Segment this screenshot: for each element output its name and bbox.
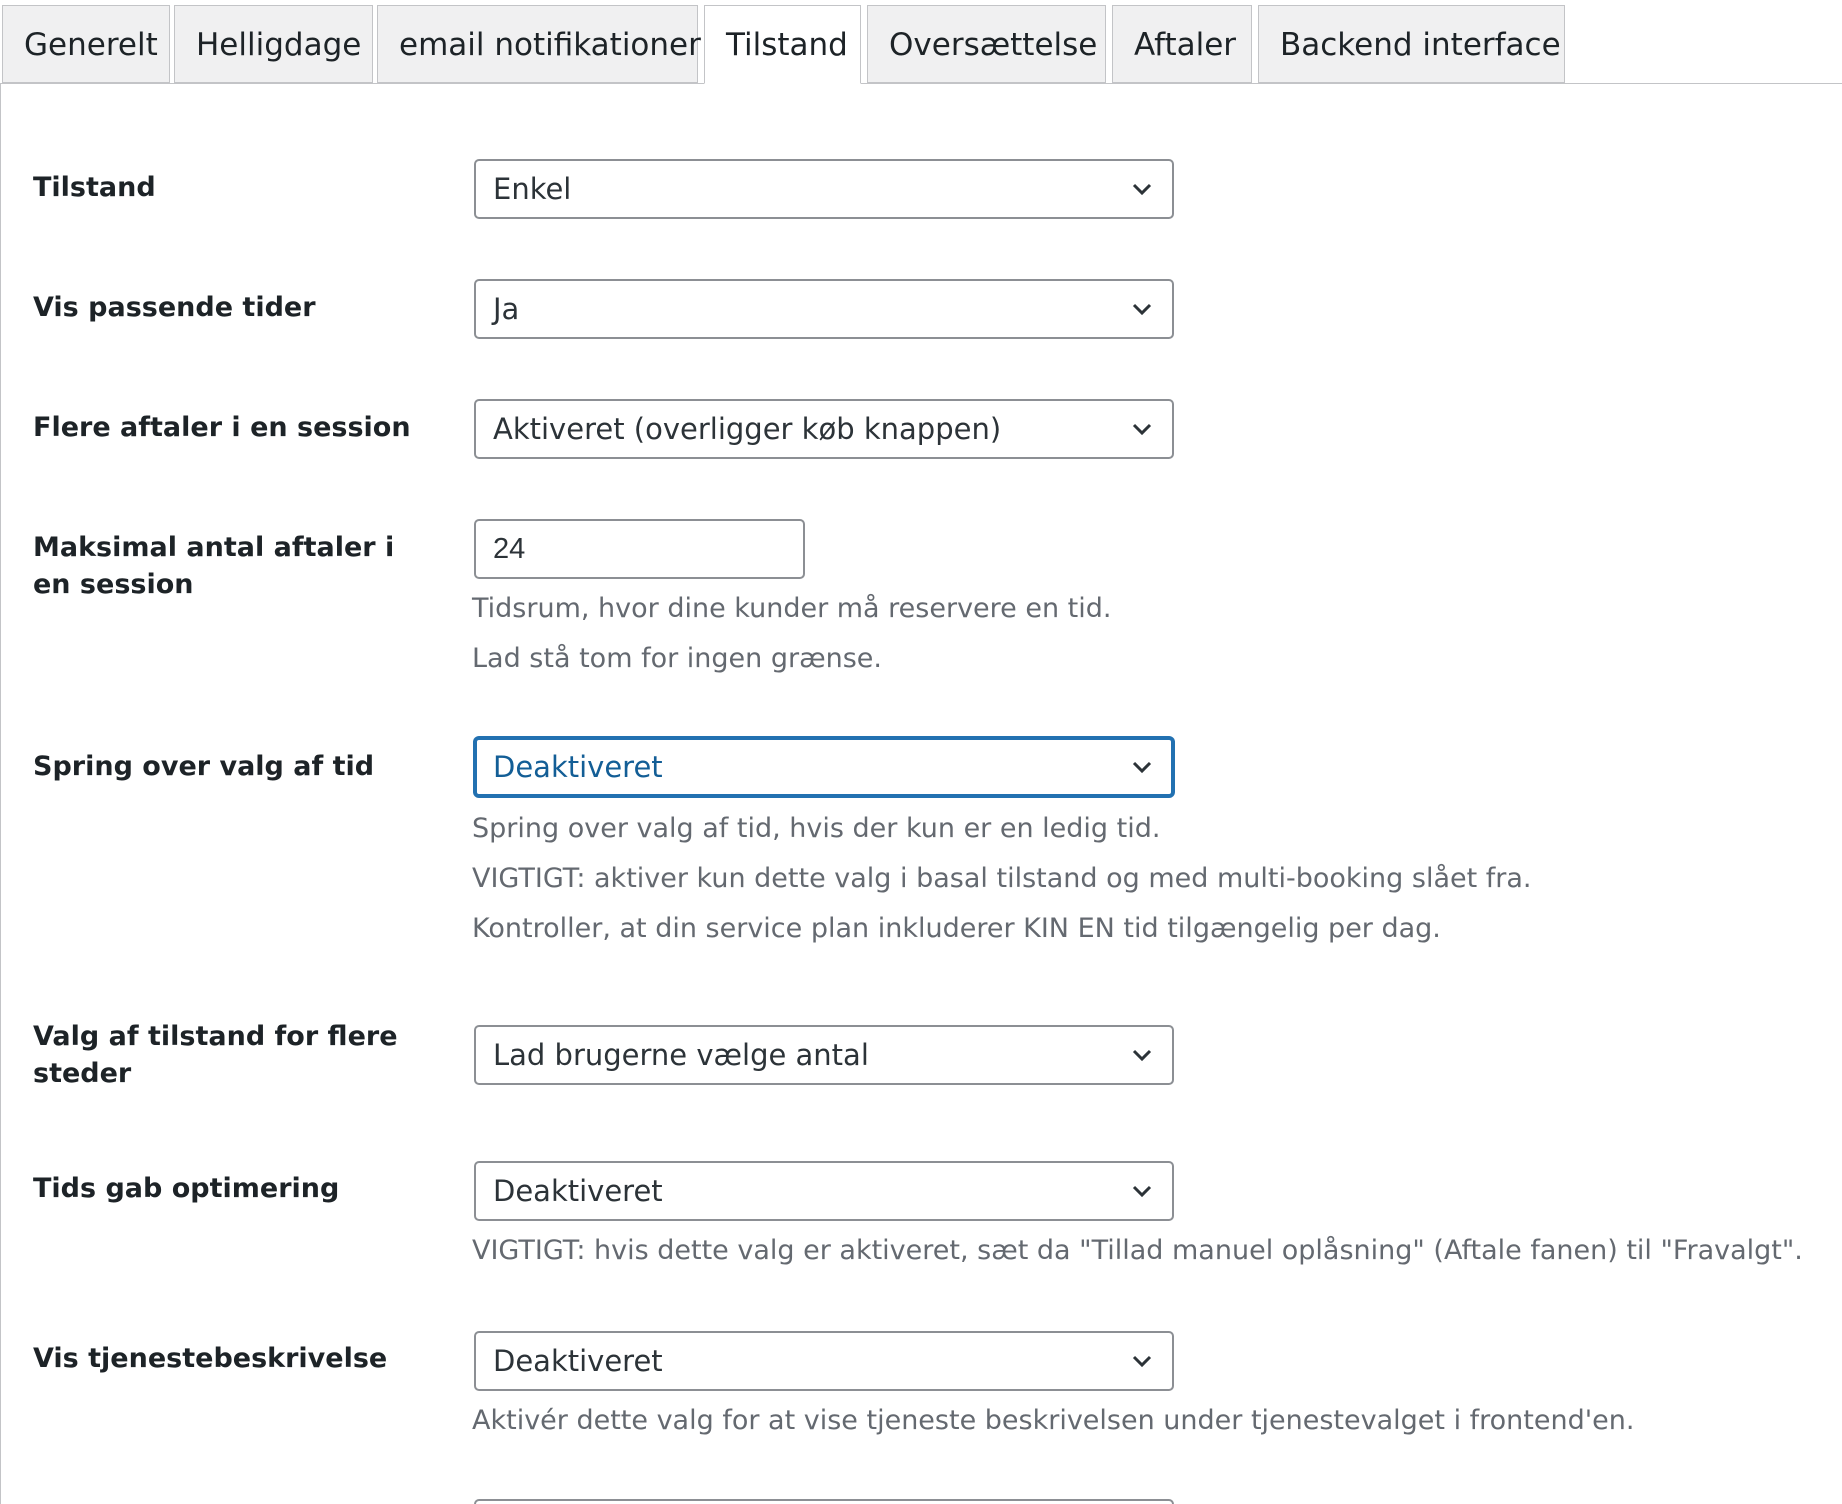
flere-aftaler-select[interactable]	[474, 399, 1174, 459]
maks-antal-input[interactable]	[474, 519, 805, 579]
tilstand-select[interactable]	[474, 159, 1174, 219]
chevron-down-icon	[1128, 175, 1156, 203]
vis-passende-tider-label: Vis passende tider	[33, 292, 316, 323]
flere-steder-select-value: Lad brugerne vælge antal	[493, 1038, 869, 1072]
vis-passende-tider-select[interactable]	[474, 279, 1174, 339]
tab-label: Backend interface	[1280, 27, 1561, 63]
maks-antal-label: Maksimal antal aftaler i en session	[33, 532, 395, 600]
spring-over-description: Kontroller, at din service plan inkluderer KIN EN tid tilgængelig per dag.	[472, 913, 1441, 944]
chevron-down-icon	[1128, 1041, 1156, 1069]
chevron-down-icon	[1128, 753, 1156, 781]
tab-backend-interface[interactable]	[1258, 5, 1565, 83]
next-setting-select[interactable]	[474, 1499, 1174, 1504]
flere-steder-select[interactable]	[474, 1025, 1174, 1085]
tab-label: Oversættelse	[889, 27, 1098, 63]
tab-label: Aftaler	[1134, 27, 1237, 63]
tjenestebeskrivelse-select[interactable]	[474, 1331, 1174, 1391]
chevron-down-icon	[1128, 1177, 1156, 1205]
chevron-down-icon	[1128, 295, 1156, 323]
flere-aftaler-select-value: Aktiveret (overligger køb knappen)	[493, 412, 1002, 446]
tab-oversaettelse[interactable]	[867, 5, 1106, 83]
tjenestebeskrivelse-label: Vis tjenestebeskrivelse	[33, 1343, 388, 1374]
tids-gab-description: VIGTIGT: hvis dette valg er aktiveret, sæt da "Tillad manuel oplåsning" (Aftale fanen) til "Fravalgt".	[472, 1235, 1803, 1266]
spring-over-label: Spring over valg af tid	[33, 751, 375, 782]
tab-label: Tilstand	[726, 27, 848, 63]
tab-tilstand[interactable]	[704, 5, 861, 84]
spring-over-description: VIGTIGT: aktiver kun dette valg i basal tilstand og med multi-booking slået fra.	[472, 863, 1532, 894]
tab-email-notifikationer[interactable]	[377, 5, 701, 83]
tids-gab-label: Tids gab optimering	[33, 1173, 340, 1204]
maks-antal-description: Tidsrum, hvor dine kunder må reservere en tid.	[472, 593, 1112, 624]
tab-label: email notifikationer	[399, 27, 701, 63]
maks-antal-description: Lad stå tom for ingen grænse.	[472, 643, 882, 674]
flere-steder-label: Valg af tilstand for flere steder	[33, 1021, 398, 1089]
tids-gab-select[interactable]	[474, 1161, 1174, 1221]
spring-over-select-value: Deaktiveret	[493, 750, 663, 784]
tab-generelt[interactable]	[2, 5, 170, 83]
tab-label: Helligdage	[196, 27, 362, 63]
tab-label: Generelt	[24, 27, 158, 63]
chevron-down-icon	[1128, 1347, 1156, 1375]
tjenestebeskrivelse-select-value: Deaktiveret	[493, 1344, 663, 1378]
tilstand-label: Tilstand	[33, 172, 156, 203]
settings-tab-bar	[0, 0, 1842, 84]
tab-helligdage[interactable]	[174, 5, 373, 83]
tids-gab-select-value: Deaktiveret	[493, 1174, 663, 1208]
tilstand-select-value: Enkel	[493, 172, 572, 206]
spring-over-select[interactable]	[474, 737, 1174, 797]
flere-aftaler-label: Flere aftaler i en session	[33, 412, 411, 443]
spring-over-description: Spring over valg af tid, hvis der kun er en ledig tid.	[472, 813, 1161, 844]
chevron-down-icon	[1128, 415, 1156, 443]
tab-aftaler[interactable]	[1112, 5, 1252, 83]
vis-passende-tider-select-value: Ja	[493, 292, 520, 326]
tjenestebeskrivelse-description: Aktivér dette valg for at vise tjeneste beskrivelsen under tjenestevalget i frontend'en.	[472, 1405, 1635, 1436]
